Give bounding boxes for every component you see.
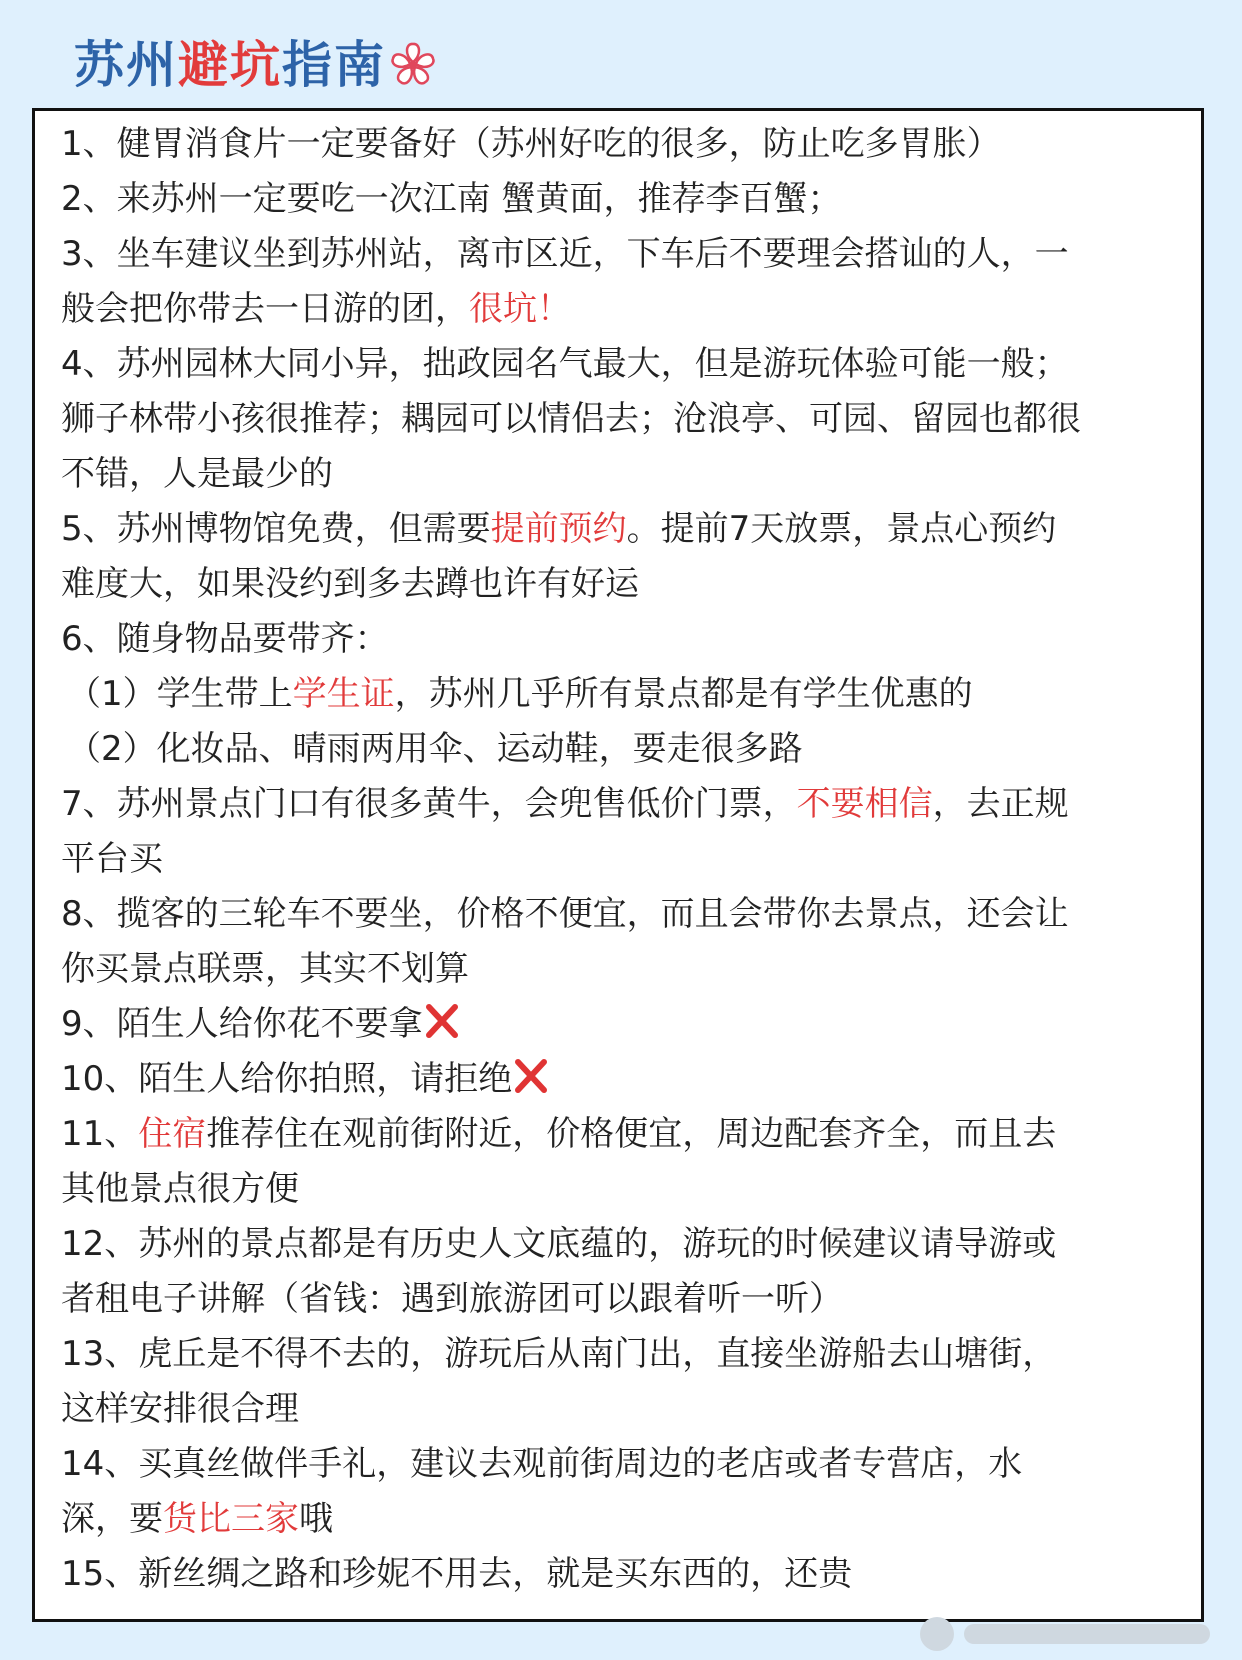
tip-9-text: 9、陌生人给你花不要拿 <box>61 1004 423 1044</box>
tip-4-line-1: 4、苏州园林大同小异，拙政园名气最大，但是游玩体验可能一般； <box>61 344 1069 384</box>
sakura-flower-icon <box>388 40 438 90</box>
cross-mark-icon <box>512 1056 550 1096</box>
tip-13-line-1: 13、虎丘是不得不去的，游玩后从南门出，直接坐游船去山塘街， <box>61 1334 1057 1374</box>
cross-mark-icon <box>423 1001 461 1041</box>
tip-1: 1、健胃消食片一定要备好（苏州好吃的很多，防止吃多胃胀） <box>61 124 1001 164</box>
title-part-1: 苏州 <box>74 36 178 94</box>
tip-8-line-1: 8、揽客的三轮车不要坐，价格不便宜，而且会带你去景点，还会让 <box>61 894 1069 934</box>
tip-6-sub-1-text-a: （1）学生带上 <box>67 674 293 714</box>
tips-card <box>32 108 1204 1622</box>
tip-4-line-2: 狮子林带小孩很推荐；耦园可以情侣去；沧浪亭、可园、留园也都很 <box>61 399 1081 439</box>
tip-14-line-2 <box>61 1492 1177 1547</box>
tip-14-line-1: 14、买真丝做伴手礼，建议去观前街周边的老店或者专营店，水 <box>61 1444 1023 1484</box>
tip-3-highlight: 很坑！ <box>469 289 571 329</box>
tip-13-line-2: 这样安排很合理 <box>61 1389 299 1429</box>
tip-5-highlight: 提前预约 <box>490 509 627 549</box>
tip-10-text: 10、陌生人给你拍照，请拒绝 <box>61 1059 513 1099</box>
tip-3-line-1: 3、坐车建议坐到苏州站，离市区近，下车后不要理会搭讪的人，一 <box>61 234 1069 274</box>
tip-5-line-2: 难度大，如果没约到多去蹲也许有好运 <box>61 564 639 604</box>
watermark-bar <box>964 1624 1210 1644</box>
tip-6-highlight: 学生证 <box>292 674 395 714</box>
tip-5-text-a: 5、苏州博物馆免费，但需要 <box>61 509 491 549</box>
tip-7-highlight: 不要相信 <box>796 784 933 824</box>
watermark-logo-icon <box>920 1617 954 1651</box>
tip-9 <box>61 997 1177 1052</box>
tip-12-line-1: 12、苏州的景点都是有历史人文底蕴的，游玩的时候建议请导游或 <box>61 1224 1057 1264</box>
tip-4-line-3: 不错，人是最少的 <box>61 454 333 494</box>
tip-3-line-2 <box>61 282 1177 337</box>
tip-6-sub-1 <box>61 667 1177 722</box>
watermark <box>920 1617 1210 1651</box>
tip-14-text-c: 哦 <box>299 1499 333 1539</box>
tip-11-text-a: 11、 <box>61 1114 139 1154</box>
page-title <box>74 30 438 100</box>
title-part-3: 指南 <box>282 36 386 94</box>
title-part-2: 避坑 <box>178 36 282 94</box>
tip-12-line-2: 者租电子讲解（省钱：遇到旅游团可以跟着听一听） <box>61 1279 843 1319</box>
tip-7-line-1 <box>61 777 1177 832</box>
tip-6-sub-1-text-c: ，苏州几乎所有景点都是有学生优惠的 <box>394 674 973 714</box>
tip-6-sub-2: （2）化妆品、晴雨两用伞、运动鞋，要走很多路 <box>67 729 803 769</box>
tip-5-line-1 <box>61 502 1177 557</box>
tip-14-text-a: 深，要 <box>61 1499 163 1539</box>
tip-10 <box>61 1052 1177 1107</box>
tip-3-text: 般会把你带去一日游的团， <box>61 289 469 329</box>
tip-7-text-a: 7、苏州景点门口有很多黄牛，会兜售低价门票， <box>61 784 797 824</box>
tip-11-line-1 <box>61 1107 1177 1162</box>
tip-8-line-2: 你买景点联票，其实不划算 <box>61 949 469 989</box>
tip-7-text-c: ，去正规 <box>932 784 1069 824</box>
tip-7-line-2: 平台买 <box>61 839 163 879</box>
tip-15: 15、新丝绸之路和珍妮不用去，就是买东西的，还贵 <box>61 1554 853 1594</box>
tip-11-text-c: 推荐住在观前街附近，价格便宜，周边配套齐全，而且去 <box>206 1114 1057 1154</box>
tip-list <box>61 117 1177 1602</box>
tip-6-line-1: 6、随身物品要带齐： <box>61 619 389 659</box>
tip-2: 2、来苏州一定要吃一次江南 蟹黄面，推荐李百蟹； <box>61 179 842 219</box>
tip-11-highlight: 住宿 <box>138 1114 207 1154</box>
tip-14-highlight: 货比三家 <box>163 1499 299 1539</box>
tip-11-line-2: 其他景点很方便 <box>61 1169 299 1209</box>
tip-5-text-c: 。提前7天放票，景点心预约 <box>626 509 1057 549</box>
